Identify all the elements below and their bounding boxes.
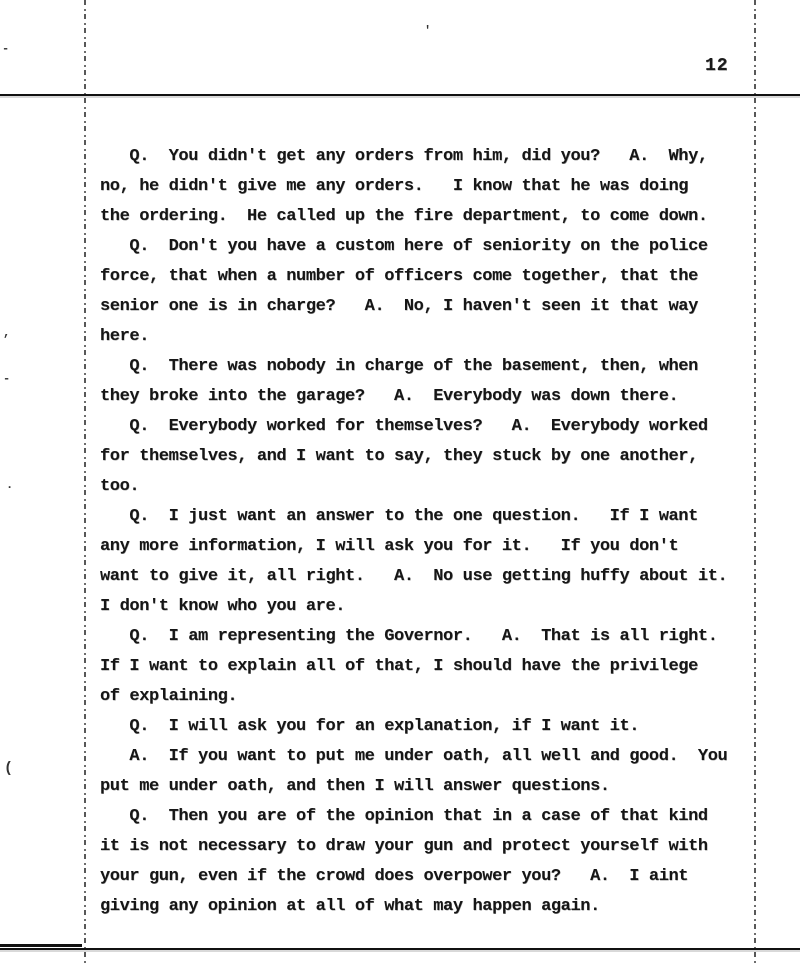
stray-ink-mark: , (3, 326, 11, 340)
text-line: any more information, I will ask you for it. If you don't (100, 537, 679, 556)
text-line: A. If you want to put me under oath, all well and good. You (100, 747, 728, 766)
transcript-text (100, 142, 748, 922)
text-line: giving any opinion at all of what may happen again. (100, 897, 600, 916)
text-line: it is not necessary to draw your gun and protect yourself with (100, 837, 708, 856)
text-line: force, that when a number of officers come together, that the (100, 267, 698, 286)
text-line: Q. Everybody worked for themselves? A. Everybody worked (100, 417, 708, 436)
text-line: Q. Then you are of the opinion that in a case of that kind (100, 807, 708, 826)
stray-ink-mark: - (3, 372, 11, 386)
bottom-horizontal-rule (0, 948, 800, 950)
text-line: want to give it, all right. A. No use getting huffy about it. (100, 567, 728, 586)
page-number: 12 (705, 56, 729, 76)
text-line: for themselves, and I want to say, they stuck by one another, (100, 447, 698, 466)
bottom-left-rule-segment (0, 944, 82, 947)
text-line: the ordering. He called up the fire department, to come down. (100, 207, 708, 226)
text-line: Q. I will ask you for an explanation, if I want it. (100, 717, 640, 736)
right-margin-rule (754, 0, 756, 964)
top-horizontal-rule (0, 94, 800, 96)
text-line: I don't know who you are. (100, 597, 346, 616)
stray-ink-mark: - (2, 42, 10, 56)
text-line: Q. I just want an answer to the one question. If I want (100, 507, 698, 526)
text-line: put me under oath, and then I will answer questions. (100, 777, 610, 796)
text-line: no, he didn't give me any orders. I know that he was doing (100, 177, 689, 196)
stray-ink-mark: ' (424, 24, 432, 38)
stray-ink-mark: ( (4, 760, 14, 777)
text-line: If I want to explain all of that, I should have the privilege (100, 657, 698, 676)
left-margin-rule (84, 0, 86, 964)
text-line: Q. There was nobody in charge of the basement, then, when (100, 357, 698, 376)
stray-ink-mark: . (6, 478, 14, 492)
text-line: here. (100, 327, 150, 346)
text-line: of explaining. (100, 687, 238, 706)
text-line: Q. Don't you have a custom here of seniority on the police (100, 237, 708, 256)
text-line: they broke into the garage? A. Everybody was down there. (100, 387, 679, 406)
text-line: Q. I am representing the Governor. A. That is all right. (100, 627, 718, 646)
text-line: too. (100, 477, 140, 496)
text-line: your gun, even if the crowd does overpower you? A. I aint (100, 867, 689, 886)
text-line: senior one is in charge? A. No, I haven't seen it that way (100, 297, 698, 316)
text-line: Q. You didn't get any orders from him, did you? A. Why, (100, 147, 708, 166)
